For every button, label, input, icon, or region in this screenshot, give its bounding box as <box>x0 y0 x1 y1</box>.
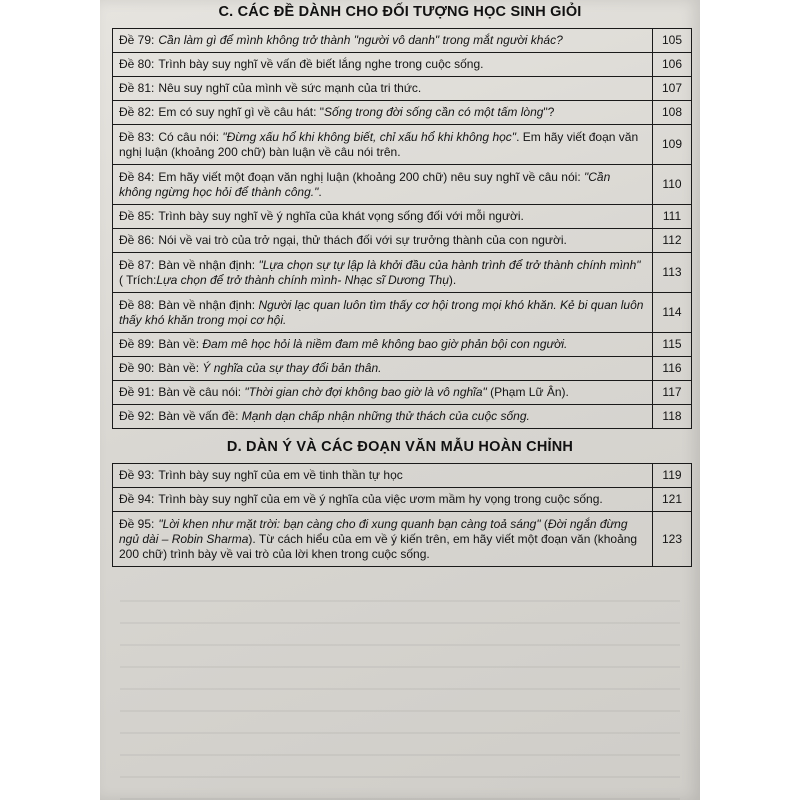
toc-entry-label: Đề 79: <box>119 33 155 47</box>
toc-entry-label: Đề 83: <box>119 129 155 144</box>
section-c-heading: C. CÁC ĐỀ DÀNH CHO ĐỐI TƯỢNG HỌC SINH GIỎI <box>218 4 582 20</box>
toc-entry-text: Em có suy nghĩ gì về câu hát: " <box>158 105 325 119</box>
toc-entry <box>113 229 653 253</box>
toc-entry <box>113 293 653 333</box>
toc-entry-text: "Cần không ngừng học hỏi để thành công." <box>119 169 611 199</box>
toc-entry-text: Người lạc quan luôn tìm thấy cơ hội trong mọi khó khăn. Kẻ bi quan luôn thấy khó khăn trong mọi cơ hội. <box>119 297 644 327</box>
toc-page-number: 108 <box>653 101 692 125</box>
toc-entry <box>113 165 653 205</box>
toc-page-number: 123 <box>653 512 692 567</box>
toc-entry-text: Em hãy viết một đoạn văn nghị luận (khoảng 200 chữ) nêu suy nghĩ về câu nói: <box>158 169 584 184</box>
toc-page-number: 105 <box>653 29 692 53</box>
toc-entry-text: "Lời khen như mặt trời: bạn càng cho đi xung quanh bạn càng toả sáng" <box>158 516 541 531</box>
toc-entry-text: Sống trong đời sống cần có một tấm lòng <box>324 105 544 119</box>
toc-entry-text: Lựa chọn để trở thành chính mình- Nhạc sĩ Dương Thụ <box>156 272 449 287</box>
toc-entry <box>113 333 653 357</box>
toc-row <box>113 53 692 77</box>
toc-page-number: 106 <box>653 53 692 77</box>
toc-entry-text: ). <box>448 272 457 287</box>
toc-entry-label: Đề 91: <box>119 385 155 399</box>
toc-entry-text: Ý nghĩa của sự thay đổi bản thân. <box>202 361 382 375</box>
toc-entry-label: Đề 90: <box>119 361 155 375</box>
toc-entry-text: Đời ngắn đừng ngủ dài – Robin Sharma <box>119 516 628 546</box>
toc-entry-label: Đề 81: <box>119 81 155 95</box>
toc-entry <box>113 405 653 429</box>
toc-page-number: 118 <box>653 405 692 429</box>
toc-entry-text: "Thời gian chờ đợi không bao giờ là vô nghĩa" <box>244 385 487 399</box>
toc-entry-text: Bàn về nhận định: <box>158 257 259 272</box>
toc-row <box>113 229 692 253</box>
toc-page-number: 117 <box>653 381 692 405</box>
toc-entry-text: Trình bày suy nghĩ của em về ý nghĩa của việc ươm mầm hy vọng trong cuộc sống. <box>158 492 603 506</box>
toc-entry-label: Đề 82: <box>119 105 155 119</box>
toc-row <box>113 357 692 381</box>
toc-entry-label: Đề 86: <box>119 233 155 247</box>
toc-entry-label: Đề 85: <box>119 209 155 223</box>
toc-entry-label: Đề 87: <box>119 257 155 272</box>
toc-page-number: 113 <box>653 253 692 293</box>
toc-entry <box>113 29 653 53</box>
toc-row <box>113 381 692 405</box>
toc-page-number: 107 <box>653 77 692 101</box>
toc-row <box>113 488 692 512</box>
toc-entry-label: Đề 84: <box>119 169 155 184</box>
toc-entry-label: Đề 94: <box>119 492 155 506</box>
toc-page-number: 116 <box>653 357 692 381</box>
toc-row <box>113 405 692 429</box>
toc-entry <box>113 125 653 165</box>
toc-row <box>113 205 692 229</box>
toc-entry-text: . Em hãy viết đoạn văn nghị luận (khoảng 200 chữ) bàn luận về câu nói trên. <box>119 129 639 159</box>
toc-entry-text: "Lựa chọn sự tự lập là khởi đầu của hành trình để trở thành chính mình" <box>258 257 641 272</box>
toc-entry-text: Cần làm gì để mình không trở thành "người vô danh" trong mắt người khác? <box>158 33 563 47</box>
toc-entry-text: Có câu nói: <box>158 129 223 144</box>
toc-entry-text: Đam mê học hỏi là niềm đam mê không bao giờ phản bội con người. <box>202 337 568 351</box>
section-c-table <box>112 28 692 429</box>
toc-page-number: 119 <box>653 464 692 488</box>
toc-entry-text: Bàn về nhận định: <box>158 297 259 312</box>
toc-row <box>113 29 692 53</box>
toc-entry <box>113 381 653 405</box>
toc-entry-label: Đề 95: <box>119 516 155 531</box>
toc-page-number: 114 <box>653 293 692 333</box>
toc-entry <box>113 77 653 101</box>
toc-page-number: 115 <box>653 333 692 357</box>
toc-entry-text: . <box>318 184 322 199</box>
toc-entry-label: Đề 93: <box>119 468 155 482</box>
toc-entry-text: Bàn về câu nói: <box>158 385 245 399</box>
toc-page-number: 112 <box>653 229 692 253</box>
toc-entry-label: Đề 92: <box>119 409 155 423</box>
toc-entry-text: Bàn về vấn đề: <box>158 409 242 423</box>
toc-entry-text: ( Trích: <box>119 272 157 287</box>
toc-row <box>113 125 692 165</box>
toc-row <box>113 464 692 488</box>
toc-entry-text: Bàn về: <box>158 361 203 375</box>
toc-entry <box>113 464 653 488</box>
toc-entry-text: Trình bày suy nghĩ của em về tinh thần tự học <box>158 468 403 482</box>
toc-row <box>113 333 692 357</box>
toc-entry-text: "Đừng xấu hổ khi không biết, chỉ xấu hổ khi không học" <box>222 129 517 144</box>
toc-entry-text: Trình bày suy nghĩ về vấn đề biết lắng nghe trong cuộc sống. <box>158 57 484 71</box>
toc-page-number: 110 <box>653 165 692 205</box>
toc-row <box>113 293 692 333</box>
toc-entry <box>113 101 653 125</box>
section-d-heading: D. DÀN Ý VÀ CÁC ĐOẠN VĂN MẪU HOÀN CHỈNH <box>226 439 574 455</box>
toc-entry-text: ( <box>540 516 548 531</box>
toc-page-number: 121 <box>653 488 692 512</box>
bleed-through-text <box>120 580 680 800</box>
toc-entry <box>113 357 653 381</box>
toc-entry-label: Đề 80: <box>119 57 155 71</box>
toc-row <box>113 512 692 567</box>
toc-row <box>113 253 692 293</box>
toc-entry <box>113 53 653 77</box>
toc-entry-text: Nêu suy nghĩ của mình về sức mạnh của tri thức. <box>158 81 422 95</box>
toc-entry-text: Mạnh dạn chấp nhận những thử thách của cuộc sống. <box>241 409 530 423</box>
toc-entry-text: Nói về vai trò của trở ngại, thử thách đối với sự trưởng thành của con người. <box>158 233 567 247</box>
toc-entry-text: Trình bày suy nghĩ về ý nghĩa của khát vọng sống đối với mỗi người. <box>158 209 524 223</box>
section-d-table <box>112 463 692 567</box>
toc-entry-text: ). Từ cách hiểu của em về ý kiến trên, em hãy viết một đoạn văn (khoảng 200 chữ) trình bày về vai trò của lời khen trong cuộc sống. <box>119 531 638 561</box>
toc-entry-text: (Phạm Lữ Ân). <box>486 385 569 399</box>
toc-entry <box>113 512 653 567</box>
toc-entry-label: Đề 89: <box>119 337 155 351</box>
toc-entry <box>113 205 653 229</box>
toc-entry <box>113 253 653 293</box>
toc-row <box>113 101 692 125</box>
toc-entry-label: Đề 88: <box>119 297 155 312</box>
toc-row <box>113 165 692 205</box>
toc-entry <box>113 488 653 512</box>
toc-row <box>113 77 692 101</box>
toc-page-number: 111 <box>653 205 692 229</box>
toc-entry-text: Bàn về: <box>158 337 203 351</box>
toc-page-number: 109 <box>653 125 692 165</box>
toc-entry-text: "? <box>543 105 555 119</box>
